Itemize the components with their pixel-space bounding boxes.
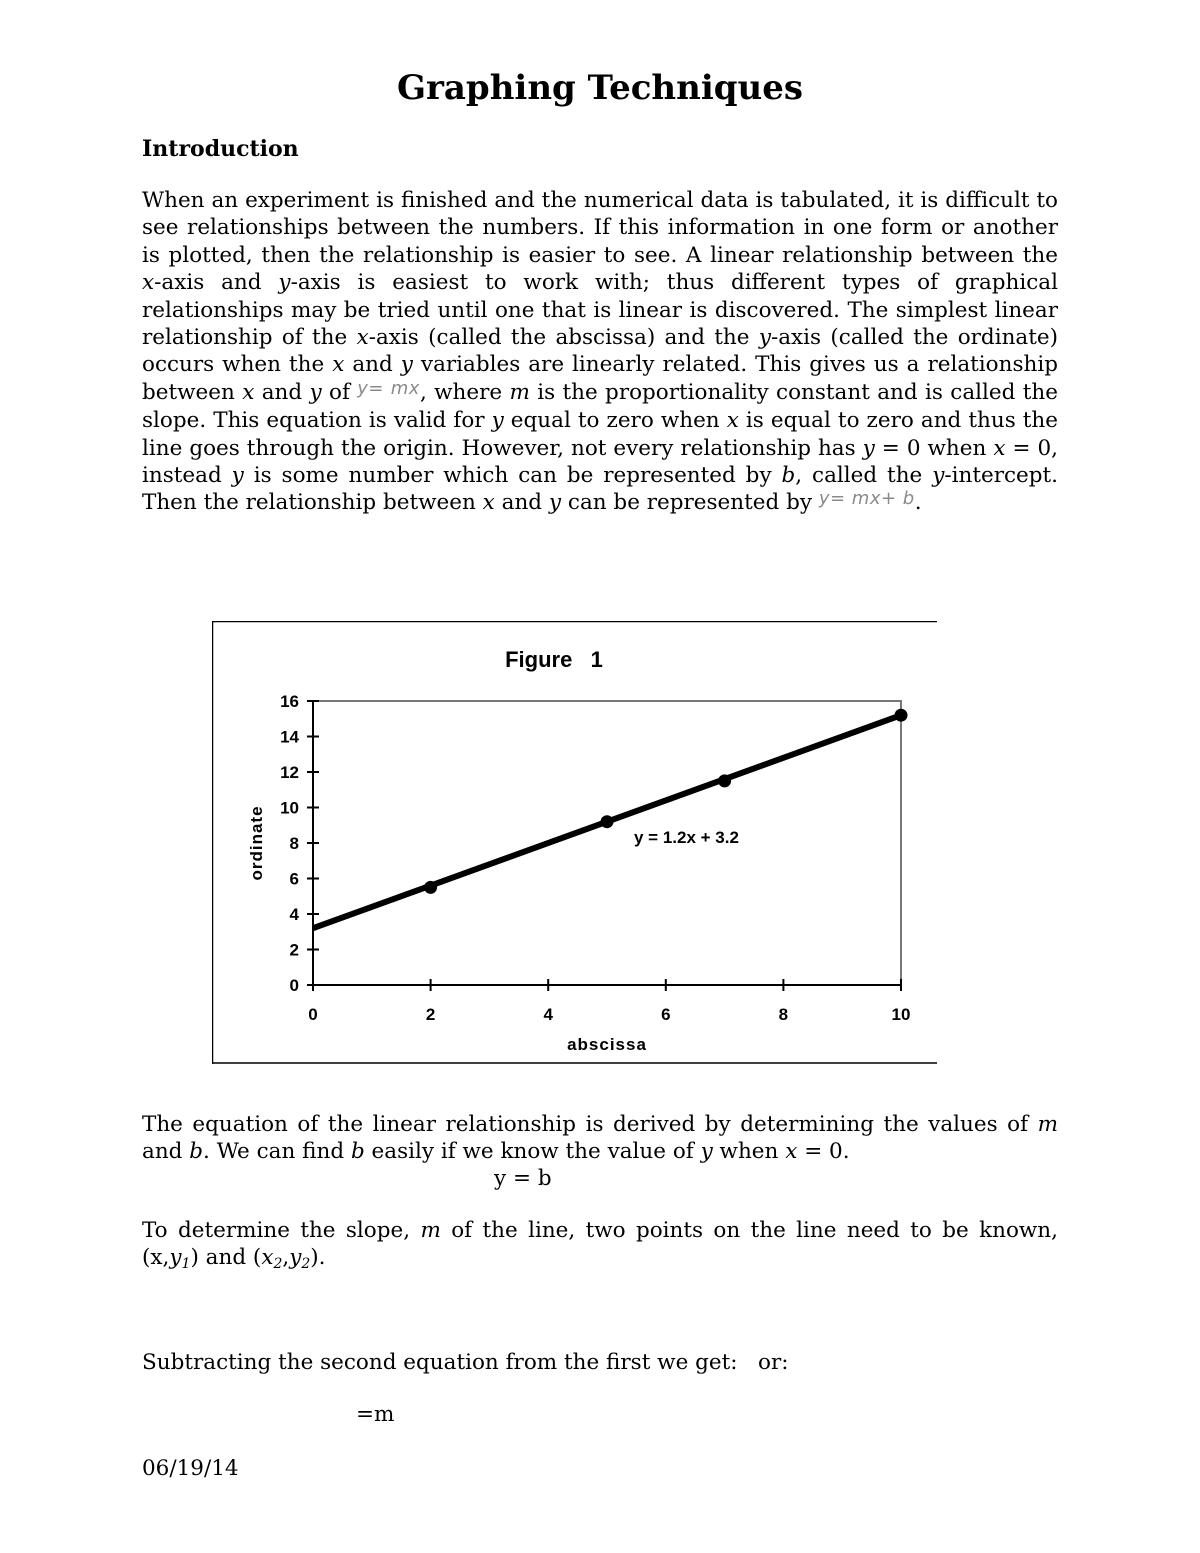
variable: y bbox=[289, 1245, 302, 1271]
text-run: of bbox=[321, 379, 358, 405]
text-run: , bbox=[282, 1245, 290, 1271]
paragraph-equation-derivation bbox=[142, 1111, 1058, 1166]
y-tick-label: 16 bbox=[280, 692, 299, 711]
y-tick-label: 10 bbox=[280, 798, 299, 818]
variable: m bbox=[509, 379, 530, 405]
y-tick-label: 14 bbox=[280, 727, 299, 747]
section-heading-introduction: Introduction bbox=[142, 136, 299, 162]
x-tick-label: 2 bbox=[425, 1005, 436, 1024]
x-tick-label: 10 bbox=[891, 1005, 911, 1024]
subscript: 2 bbox=[273, 1256, 283, 1273]
x-tick-label: 8 bbox=[778, 1005, 789, 1024]
text-run: -axis (called the abscissa) and the bbox=[368, 325, 759, 351]
text-run: When an experiment is finished and the numerical data is tabulated, it is difficult to see relationships between the numbers. If this information in one form or another is plotted, then the relationship is easier to see. A linear relationship between the bbox=[142, 188, 1058, 268]
figure-1-chart bbox=[212, 621, 937, 1064]
text-run: = 0. bbox=[797, 1139, 850, 1165]
variable: b bbox=[189, 1139, 204, 1165]
y-axis-label: ordinate bbox=[247, 805, 266, 881]
data-point bbox=[601, 815, 614, 828]
chart-title: Figure 1 bbox=[505, 647, 603, 672]
variable: m bbox=[420, 1218, 441, 1243]
variable: m bbox=[1037, 1112, 1058, 1137]
variable: x bbox=[482, 490, 495, 516]
variable: x bbox=[785, 1139, 798, 1165]
footer-date: 06/19/14 bbox=[142, 1456, 239, 1481]
variable: b bbox=[781, 463, 796, 489]
variable: y bbox=[862, 435, 875, 461]
text-run: and bbox=[254, 379, 310, 405]
data-point bbox=[424, 881, 437, 894]
y-tick-label: 4 bbox=[289, 905, 299, 924]
variable: y bbox=[231, 463, 244, 489]
variable: y bbox=[309, 379, 322, 405]
x-axis-label: abscissa bbox=[567, 1035, 647, 1054]
y-tick-label: 0 bbox=[289, 976, 299, 995]
text-run: can be represented by bbox=[561, 490, 819, 516]
variable: y bbox=[700, 1139, 713, 1165]
variable: x bbox=[261, 1245, 274, 1271]
text-run: and bbox=[494, 490, 549, 516]
data-point bbox=[718, 774, 731, 787]
y-tick-label: 12 bbox=[280, 763, 299, 782]
equation-equals-m: =m bbox=[356, 1402, 395, 1427]
text-run: The equation of the linear relationship is derived by determining the values of bbox=[142, 1112, 1038, 1137]
variable: y bbox=[548, 490, 562, 516]
text-run: is the proportionality constant and is called the slope. This equation is valid for bbox=[142, 379, 1058, 434]
variable: y bbox=[758, 325, 771, 351]
variable: x bbox=[356, 325, 369, 351]
text-run: -axis (called the ordinate) occurs when the bbox=[142, 325, 1058, 378]
variable: x bbox=[993, 435, 1006, 461]
text-run: -axis is easiest to work with; thus different types of graphical relationships may be tried until one that is linear is discovered. The simplest linear relationship of the bbox=[142, 270, 1059, 351]
variable: x bbox=[242, 379, 255, 405]
variable: y bbox=[278, 270, 291, 296]
y-tick-label: 8 bbox=[289, 834, 299, 853]
variable: y bbox=[400, 352, 413, 378]
equation-image: y= mx+ b bbox=[818, 488, 915, 510]
text-run: ) and ( bbox=[190, 1245, 262, 1271]
equation-y-equals-b: y = b bbox=[494, 1166, 552, 1191]
variable: x bbox=[142, 270, 155, 296]
data-point bbox=[895, 709, 908, 722]
text-run: To determine the slope, bbox=[142, 1218, 421, 1243]
x-tick-label: 4 bbox=[543, 1005, 553, 1024]
page-title: Graphing Techniques bbox=[396, 68, 804, 108]
equation-image: y= mx bbox=[357, 377, 420, 399]
text-run: , called the bbox=[795, 463, 933, 489]
text-run: , where bbox=[419, 379, 510, 405]
x-tick-label: 0 bbox=[308, 1005, 318, 1024]
y-tick-label: 2 bbox=[289, 940, 299, 960]
trendline-equation-label: y = 1.2x + 3.2 bbox=[634, 828, 739, 847]
text-run: of the line, two points on the line need to be known, (x, bbox=[142, 1218, 1058, 1271]
variable: y bbox=[169, 1245, 182, 1271]
subtracting-text: Subtracting the second equation from the first we get: or: bbox=[142, 1350, 789, 1375]
text-run: . bbox=[914, 490, 922, 516]
y-tick-label: 6 bbox=[289, 869, 299, 889]
chart-svg bbox=[212, 621, 937, 1064]
text-run: and bbox=[344, 352, 401, 378]
variable: x bbox=[726, 408, 739, 434]
text-run: . We can find bbox=[203, 1139, 351, 1165]
text-run: and bbox=[142, 1139, 190, 1165]
subscript: 2 bbox=[301, 1256, 311, 1273]
text-run: -axis and bbox=[154, 270, 279, 296]
text-run: variables are linearly related. This gives us a relationship between bbox=[142, 352, 1058, 405]
text-run: is equal to zero and thus the line goes through the origin. However, not every relationship has bbox=[142, 408, 1058, 461]
text-run: easily if we know the value of bbox=[364, 1139, 701, 1165]
variable: b bbox=[350, 1139, 365, 1165]
text-run: when bbox=[712, 1139, 786, 1165]
text-run: = 0 when bbox=[874, 435, 994, 461]
variable: y bbox=[491, 408, 504, 434]
subscript: 1 bbox=[181, 1256, 191, 1273]
variable: x bbox=[332, 352, 345, 378]
text-run: -intercept. Then the relationship between bbox=[142, 463, 1058, 516]
text-run: is some number which can be represented by bbox=[243, 463, 782, 489]
text-run: equal to zero when bbox=[503, 408, 727, 434]
x-tick-label: 6 bbox=[661, 1005, 671, 1024]
text-run: = 0, instead bbox=[142, 435, 1058, 489]
text-run: ). bbox=[310, 1245, 326, 1271]
variable: y bbox=[932, 463, 945, 489]
plot-area bbox=[313, 701, 901, 985]
intro-paragraph bbox=[142, 187, 1058, 518]
paragraph-slope-points bbox=[142, 1217, 1058, 1275]
